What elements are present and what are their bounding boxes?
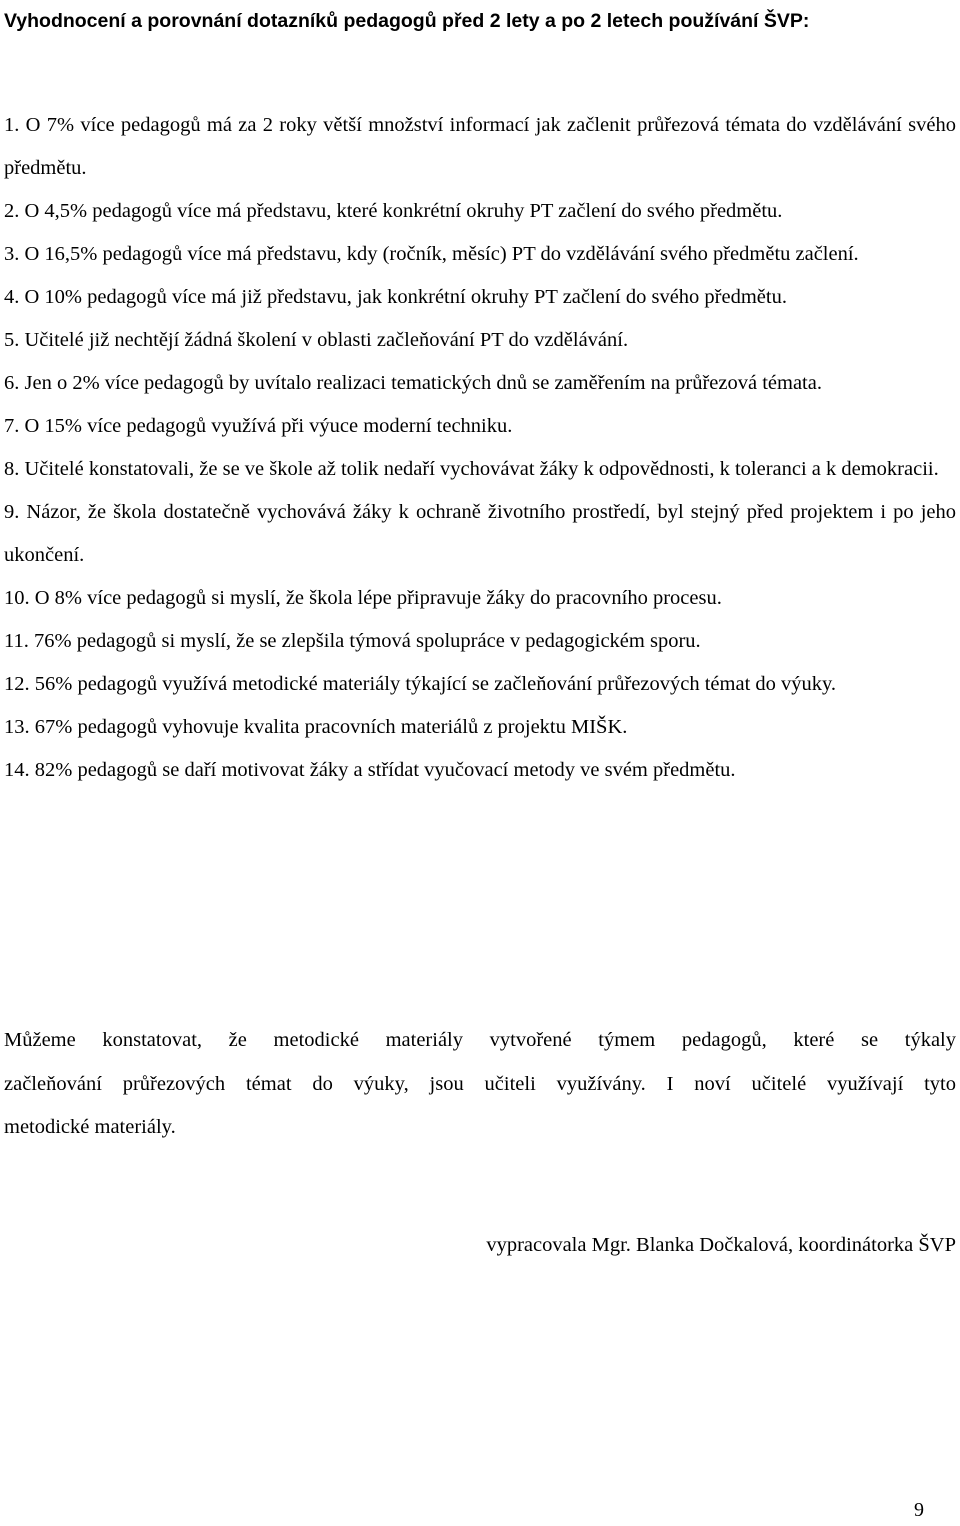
list-item-14: 14. 82% pedagogů se daří motivovat žáky a střídat vyučovací metody ve svém předmětu. <box>4 759 736 781</box>
list-item-13: 13. 67% pedagogů vyhovuje kvalita pracovních materiálů z projektu MIŠK. <box>4 716 628 738</box>
list-item-6: 6. Jen o 2% více pedagogů by uvítalo realizaci tematických dnů se zaměřením na průřezová témata. <box>4 372 822 394</box>
author-signature: vypracovala Mgr. Blanka Dočkalová, koordinátorka ŠVP <box>486 1234 956 1256</box>
list-item-2: 2. O 4,5% pedagogů více má představu, které konkrétní okruhy PT začlení do svého předmětu. <box>4 200 783 222</box>
page-number: 9 <box>914 1499 924 1521</box>
conclusion-line-1: Můžeme konstatovat, že metodické materiály vytvořené týmem pedagogů, které se týkaly <box>4 1029 956 1051</box>
list-item-3: 3. O 16,5% pedagogů více má představu, kdy (ročník, měsíc) PT do vzdělávání svého předmětu začlení. <box>4 243 859 265</box>
conclusion-paragraph <box>4 1019 956 1150</box>
list-item-10: 10. O 8% více pedagogů si myslí, že škola lépe připravuje žáky do pracovního procesu. <box>4 587 722 609</box>
list-item-5: 5. Učitelé již nechtějí žádná školení v oblasti začleňování PT do vzdělávání. <box>4 329 629 351</box>
list-item-12: 12. 56% pedagogů využívá metodické materiály týkající se začleňování průřezových témat do výuky. <box>4 673 837 695</box>
list-item-8: 8. Učitelé konstatovali, že se ve škole až tolik nedaří vychovávat žáky k odpovědnosti, k toleranci a k demokracii. <box>4 458 939 480</box>
conclusion-line-2: začleňování průřezových témat do výuky, jsou učiteli využívány. I noví učitelé využívají tyto <box>4 1072 956 1095</box>
list-item-1: 1. O 7% více pedagogů má za 2 roky větší množství informací jak začlenit průřezová témata do vzdělávání svého předmětu. <box>4 114 956 179</box>
document-title: Vyhodnocení a porovnání dotazníků pedagogů před 2 lety a po 2 letech používání ŠVP: <box>4 10 810 32</box>
conclusion-line-3: metodické materiály. <box>4 1116 176 1138</box>
list-item-4: 4. O 10% pedagogů více má již představu, jak konkrétní okruhy PT začlení do svého předmětu. <box>4 286 787 308</box>
list-item-11: 11. 76% pedagogů si myslí, že se zlepšila týmová spolupráce v pedagogickém sporu. <box>4 630 701 652</box>
findings-list <box>4 104 956 792</box>
list-item-9: 9. Názor, že škola dostatečně vychovává žáky k ochraně životního prostředí, byl stejný před projektem i po jeho ukončení. <box>4 501 956 566</box>
list-item-7: 7. O 15% více pedagogů využívá při výuce moderní techniku. <box>4 415 513 437</box>
